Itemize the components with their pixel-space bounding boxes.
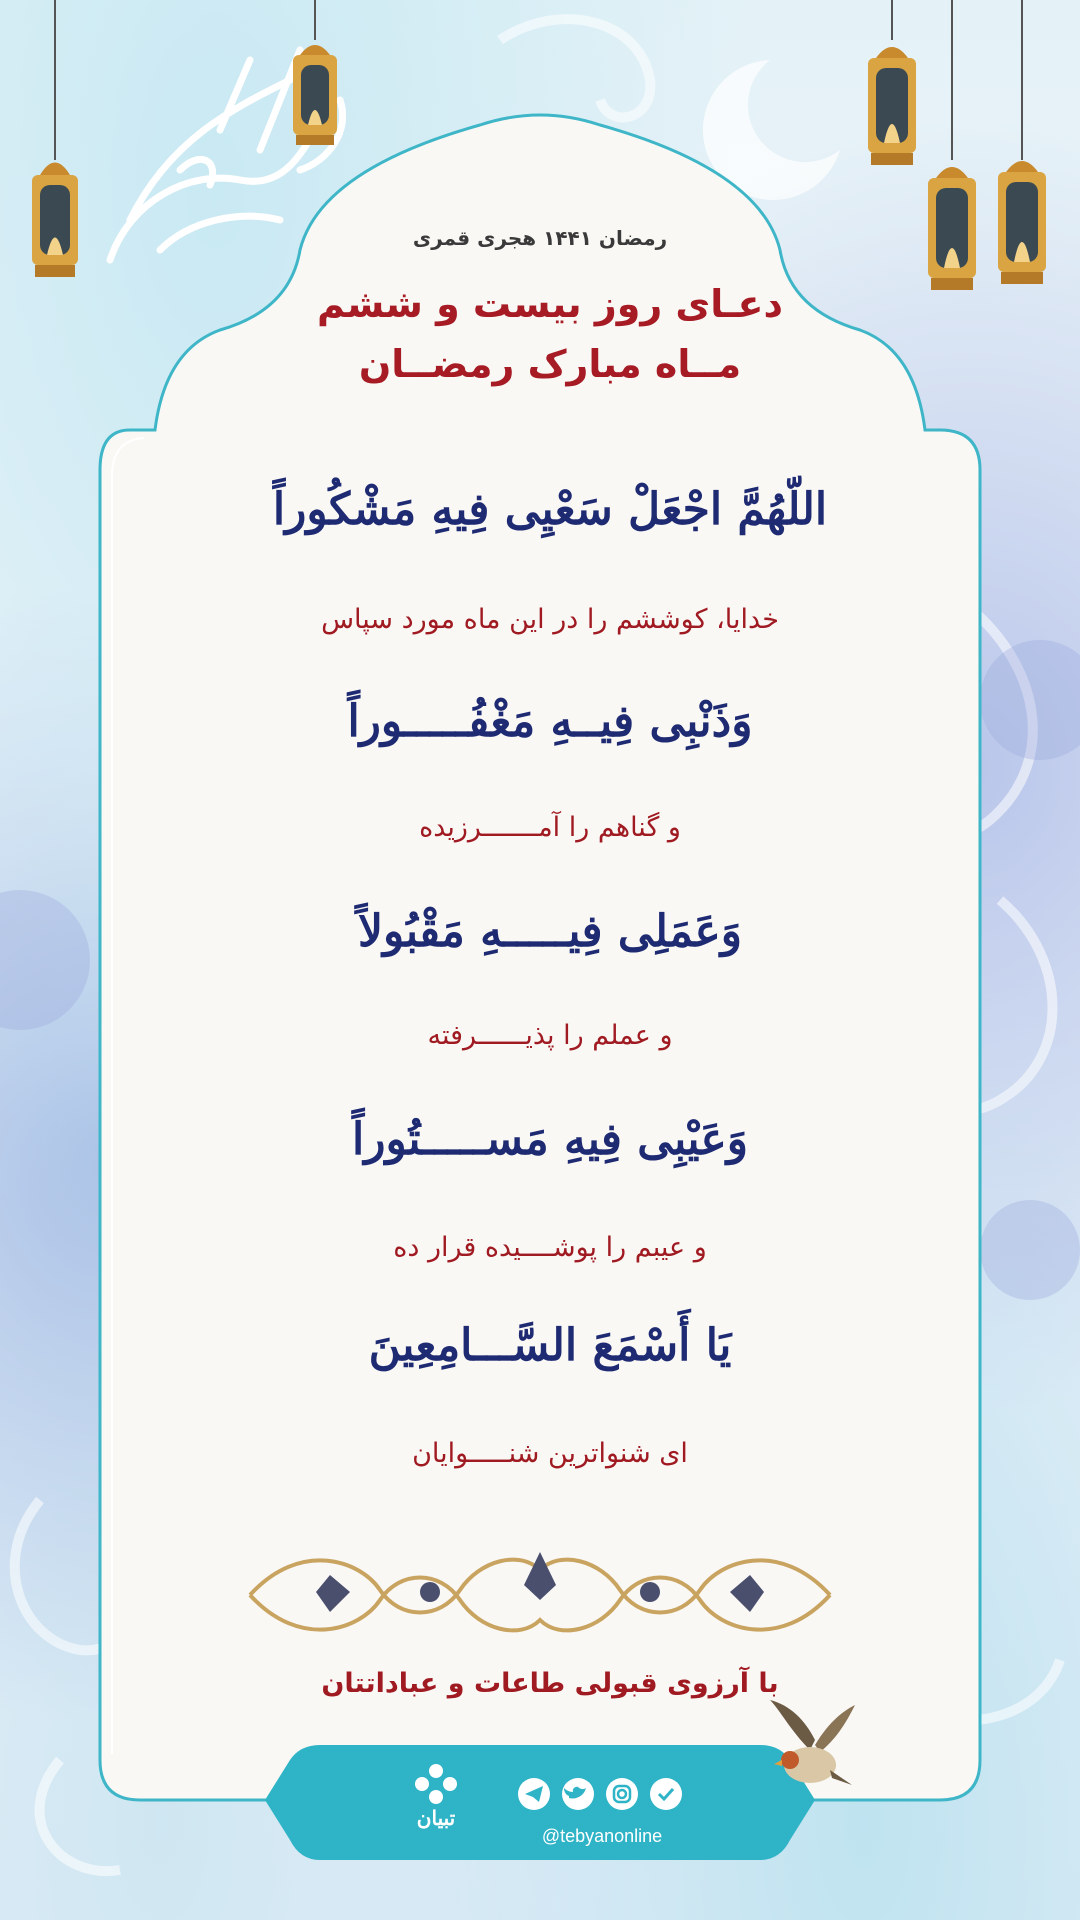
lantern-icon — [920, 0, 984, 310]
page-title-line2: مــاه مبارک رمضــان — [358, 342, 742, 386]
tebyan-logo-icon — [412, 1762, 460, 1810]
twitter-icon — [562, 1778, 594, 1810]
prayer-arabic-4: وَعَیْبِی فِیهِ مَســـــتُوراً — [351, 1114, 749, 1165]
lantern-icon — [990, 0, 1054, 300]
bird-illustration — [760, 1690, 860, 1800]
hijri-date: رمضان ۱۴۴۱ هجری قمری — [412, 226, 668, 250]
prayer-persian-1: خدایا، کوششم را در این ماه مورد سپاس — [321, 604, 779, 635]
social-handle: @tebyanonline — [541, 1826, 663, 1846]
lantern-icon — [20, 0, 90, 300]
prayer-arabic-2: وَذَنْبِی فِیــهِ مَغْفُـــــوراً — [347, 696, 753, 747]
prayer-persian-2: و گناهم را آمـــــــرزیده — [419, 812, 681, 843]
brand-name: تبیان — [416, 1808, 456, 1830]
page-title-line1: دعـای روز بیست و ششم — [317, 282, 783, 326]
lantern-icon — [285, 0, 345, 160]
lantern-icon — [860, 0, 924, 180]
telegram-icon — [518, 1778, 550, 1810]
prayer-arabic-3: وَعَمَلِی فِیـــــهِ مَقْبُولاً — [357, 906, 743, 957]
prayer-persian-3: و عملم را پذیــــــرفته — [427, 1020, 673, 1051]
instagram-icon — [606, 1778, 638, 1810]
closing-wish: با آرزوی قبولی طاعات و عباداتتان — [321, 1668, 779, 1699]
prayer-arabic-1: اللّهُمَّ اجْعَلْ سَعْیِی فِیهِ مَشْکُوراً — [272, 484, 828, 535]
social-icons — [516, 1774, 686, 1814]
prayer-persian-5: ای شنواترین شنـــــوایان — [412, 1438, 688, 1469]
verified-icon — [650, 1778, 682, 1810]
prayer-persian-4: و عیبم را پوشــــیده قرار ده — [393, 1232, 707, 1263]
prayer-arabic-5: یَا أَسْمَعَ السَّـــامِعِینَ — [368, 1320, 732, 1371]
